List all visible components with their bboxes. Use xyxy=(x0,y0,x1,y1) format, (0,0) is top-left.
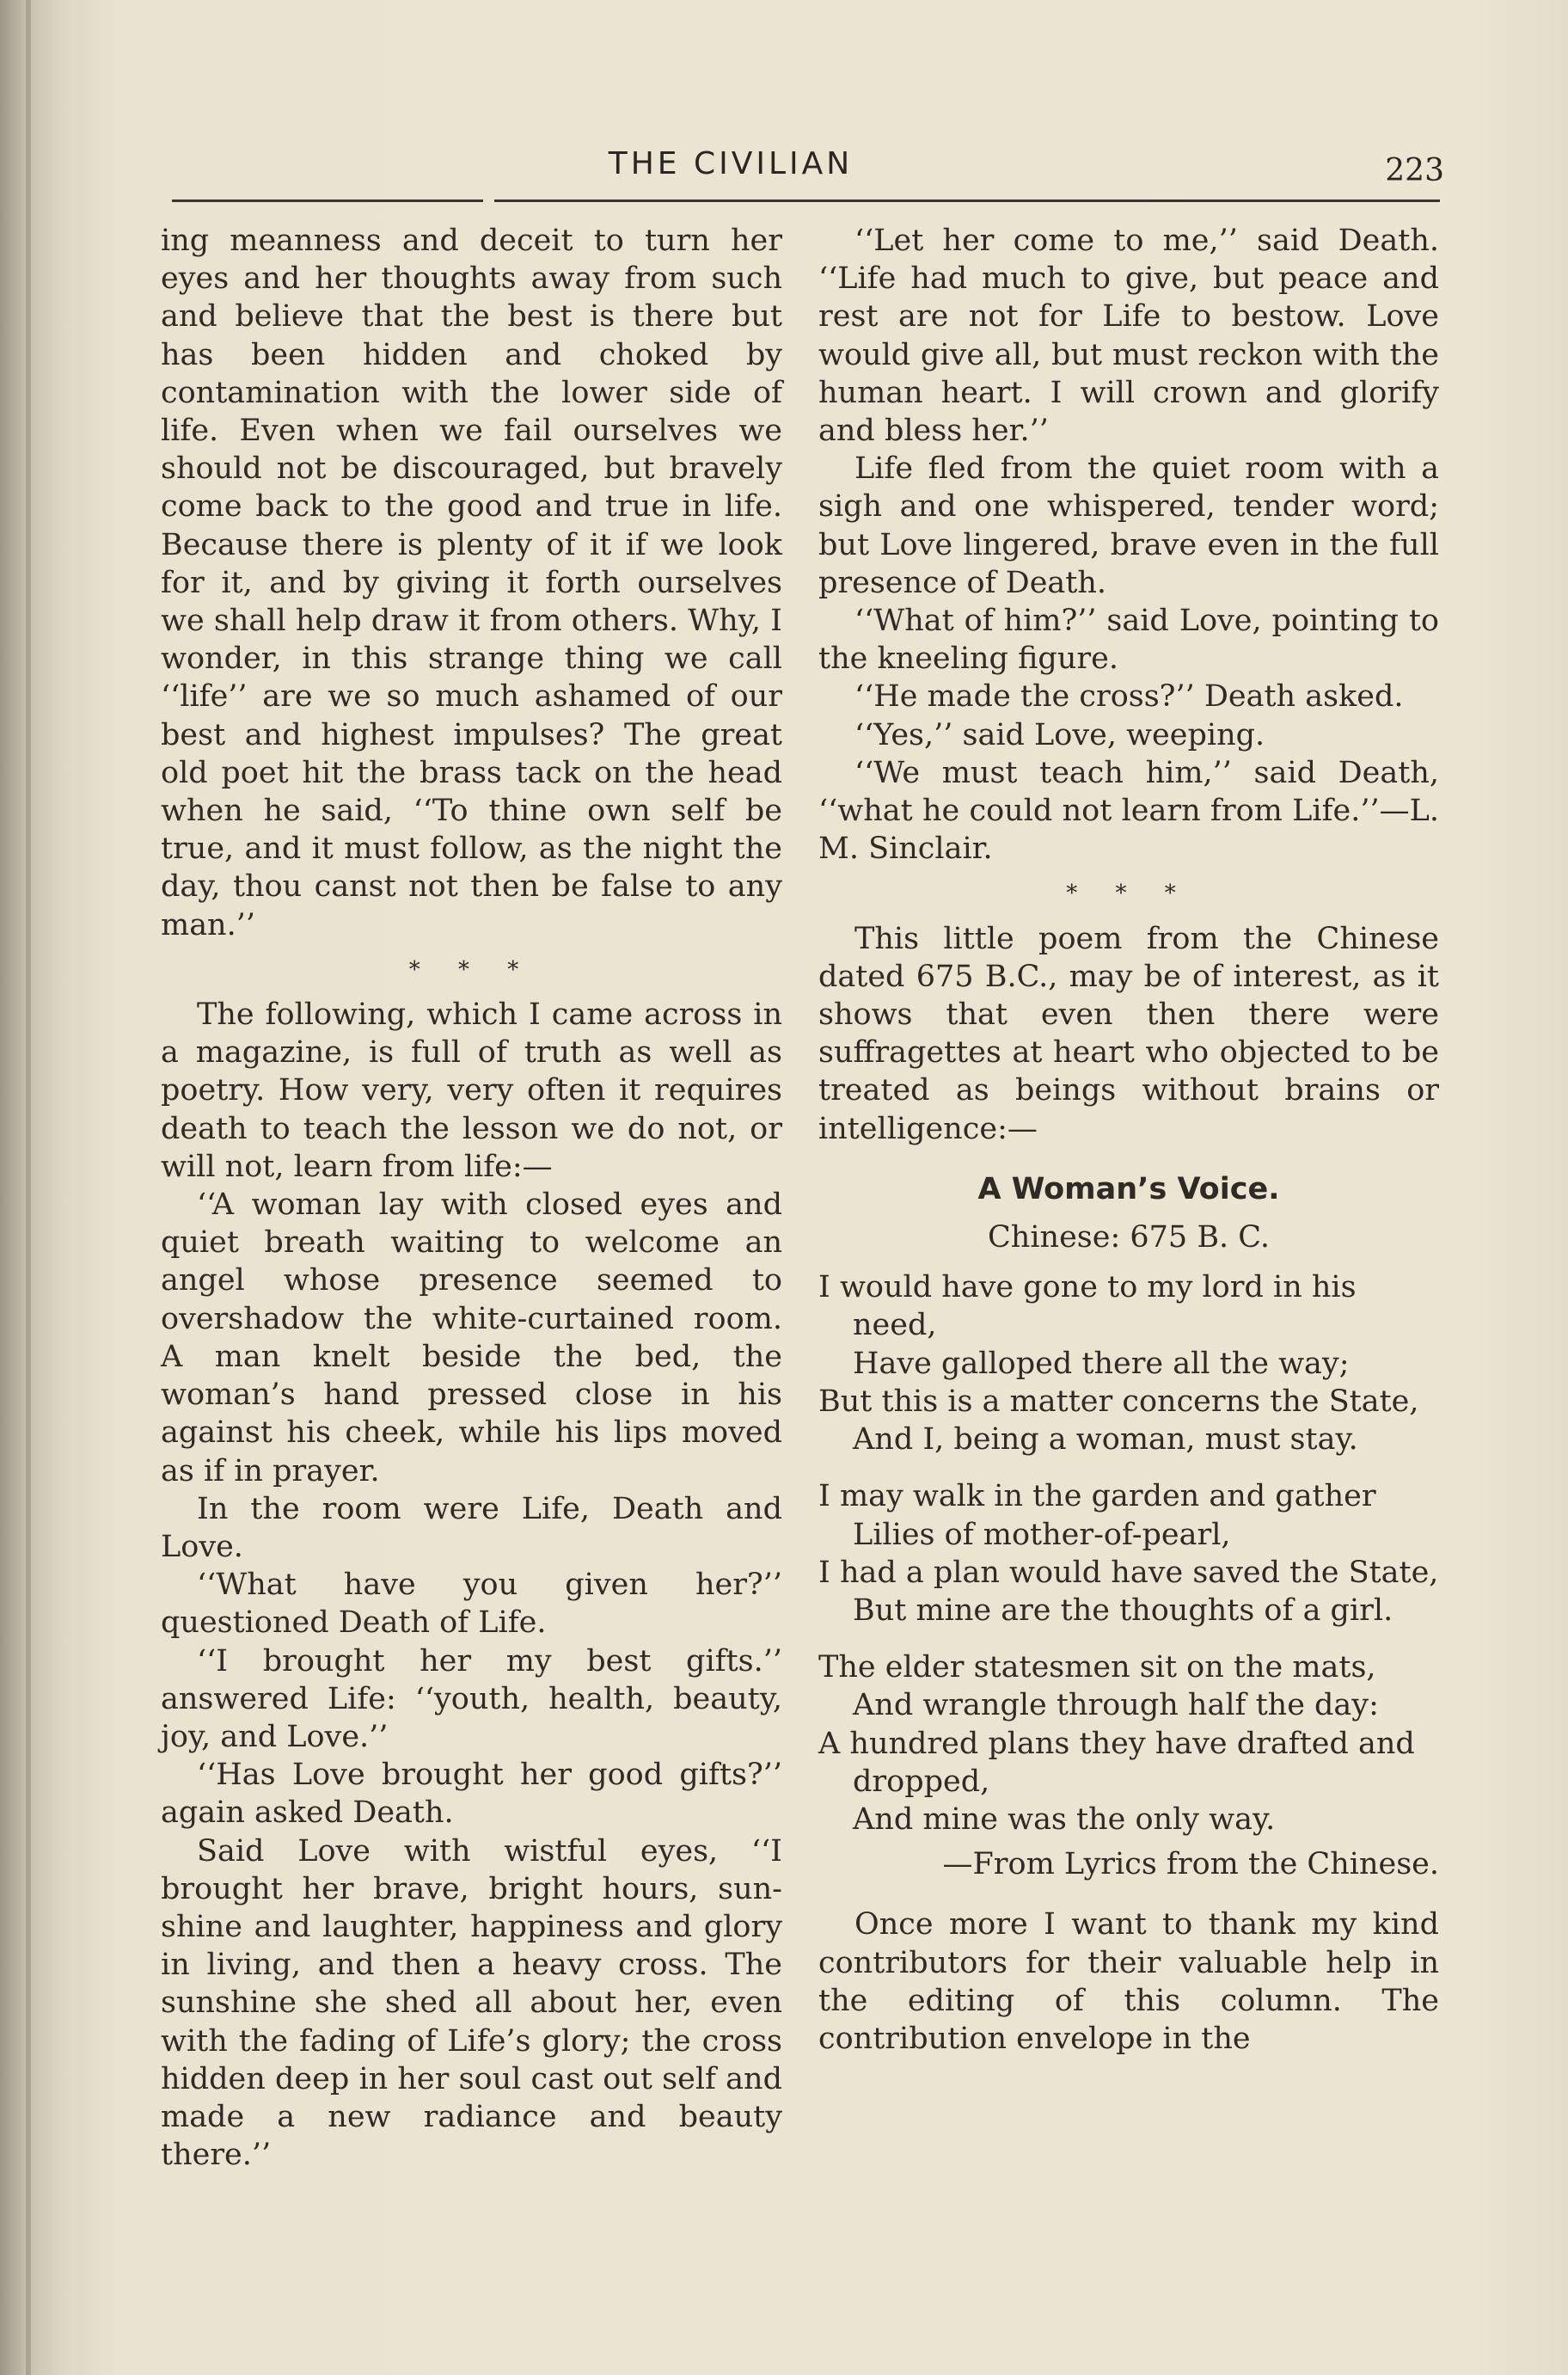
right-column xyxy=(818,222,1439,2058)
poem-line: I would have gone to my lord in his need, xyxy=(818,1270,1357,1343)
paragraph: ing meanness and deceit to turn her eyes and her thoughts away from such and believe that the best is there but has been hidden and choked by contamination with the lower side of life. Even when we fail ourselves we should not be discouraged, but bravely come back to the good and true in life. Because there is plenty of it if we look for it, and by giving it forth ourselves we shall help draw it from others. Why, I wonder, in this strange thing we call ‘‘life’’ are we so much ashamed of our best and highest impulses? The great old poet hit the brass tack on the head when he said, ‘‘To thine own self be true, and it must follow, as the night the day, thou canst not then be false to any man.’’ xyxy=(161,224,782,942)
poem-title: A Woman’s Voice. xyxy=(977,1171,1280,1206)
header-rule-right xyxy=(494,199,1440,202)
poem-line: But this is a matter concerns the State, xyxy=(818,1384,1419,1419)
paragraph: ‘‘We must teach him,’’ said Death, ‘‘what he could not learn from Life.’’—L. M. Sinclair. xyxy=(818,755,1439,867)
poem-line: And I, being a woman, must stay. xyxy=(853,1422,1358,1458)
paragraph: In the room were Life, Death and Love. xyxy=(161,1491,782,1564)
poem-line: Lilies of mother-of-pearl, xyxy=(853,1517,1231,1552)
paragraph: ‘‘What of him?’’ said Love, pointing to the kneeling figure. xyxy=(818,604,1439,677)
poem-line: I had a plan would have saved the State, xyxy=(818,1555,1439,1590)
poem-line: But mine are the thoughts of a girl. xyxy=(853,1593,1393,1628)
paragraph: ‘‘Has Love brought her good gifts?’’ again asked Death. xyxy=(161,1758,782,1831)
paragraph: ‘‘A woman lay with closed eyes and quiet breath waiting to welcome an angel whose presence seemed to overshadow the white-curtained room. A man knelt beside the bed, the woman’s hand pressed close in his against his cheek, while his lips moved as if in prayer. xyxy=(161,1188,782,1488)
section-divider: * * * xyxy=(408,956,535,983)
header-rule-left xyxy=(172,199,483,202)
poem-line: And wrangle through half the day: xyxy=(853,1688,1379,1723)
poem-subtitle: Chinese: 675 B. C. xyxy=(988,1220,1270,1255)
poem-line: And mine was the only way. xyxy=(853,1801,1276,1837)
poem-stanza xyxy=(818,1477,1439,1629)
poem-stanza xyxy=(818,1268,1439,1458)
running-head: THE CIVILIAN xyxy=(608,146,854,181)
paragraph: The following, which I came across in a magazine, is full of truth as well as poetry. How very, very often it requires death to teach the lesson we do not, or will not, learn from life:— xyxy=(161,997,782,1184)
poem-line: The elder statesmen sit on the mats, xyxy=(818,1650,1376,1685)
left-column xyxy=(161,222,782,2174)
poem-stanza xyxy=(818,1648,1439,1838)
paragraph: ‘‘I brought her my best gifts.’’ answered Life: ‘‘youth, health, beauty, joy, and Love.’’ xyxy=(161,1643,782,1754)
binding-shadow xyxy=(26,0,31,2375)
paragraph: ‘‘He made the cross?’’ Death asked. xyxy=(854,679,1404,715)
poem-attribution: —From Lyrics from the Chinese. xyxy=(942,1847,1439,1882)
section-divider: * * * xyxy=(1066,881,1191,907)
poem-line: I may walk in the garden and gather xyxy=(818,1479,1376,1514)
paragraph: This little poem from the Chinese dated 675 B.C., may be of interest, as it shows that even then there were suffragettes at heart who objected to be treated as beings without brains or intelligence:— xyxy=(818,921,1439,1146)
poem-line: A hundred plans they have drafted and dropped, xyxy=(818,1726,1415,1799)
paragraph: Once more I want to thank my kind contributors for their valuable help in the editing of this column. The contribution envelope in the xyxy=(818,1907,1439,2056)
paragraph: Life fled from the quiet room with a sigh and one whispered, tender word; but Love lingered, brave even in the full presence of Death. xyxy=(818,451,1439,600)
paragraph: ‘‘Let her come to me,’’ said Death. ‘‘Life had much to give, but peace and rest are not for Life to bestow. Love would give all, but must reckon with the human heart. I will crown and glorify and bless her.’’ xyxy=(818,224,1439,449)
paragraph: ‘‘What have you given her?’’ questioned Death of Life. xyxy=(161,1568,782,1641)
paragraph: ‘‘Yes,’’ said Love, weeping. xyxy=(854,717,1265,752)
paragraph: Said Love with wistful eyes, ‘‘I brought her brave, bright hours, sunshine and laughter, happiness and glory in living, and then a heavy cross. The sunshine she shed all about her, even with the fading of Life’s glory; the cross hidden deep in her soul cast out self and made a new radiance and beauty there.’’ xyxy=(161,1833,782,2173)
poem-line: Have galloped there all the way; xyxy=(853,1346,1350,1381)
page-number: 223 xyxy=(1385,153,1444,188)
